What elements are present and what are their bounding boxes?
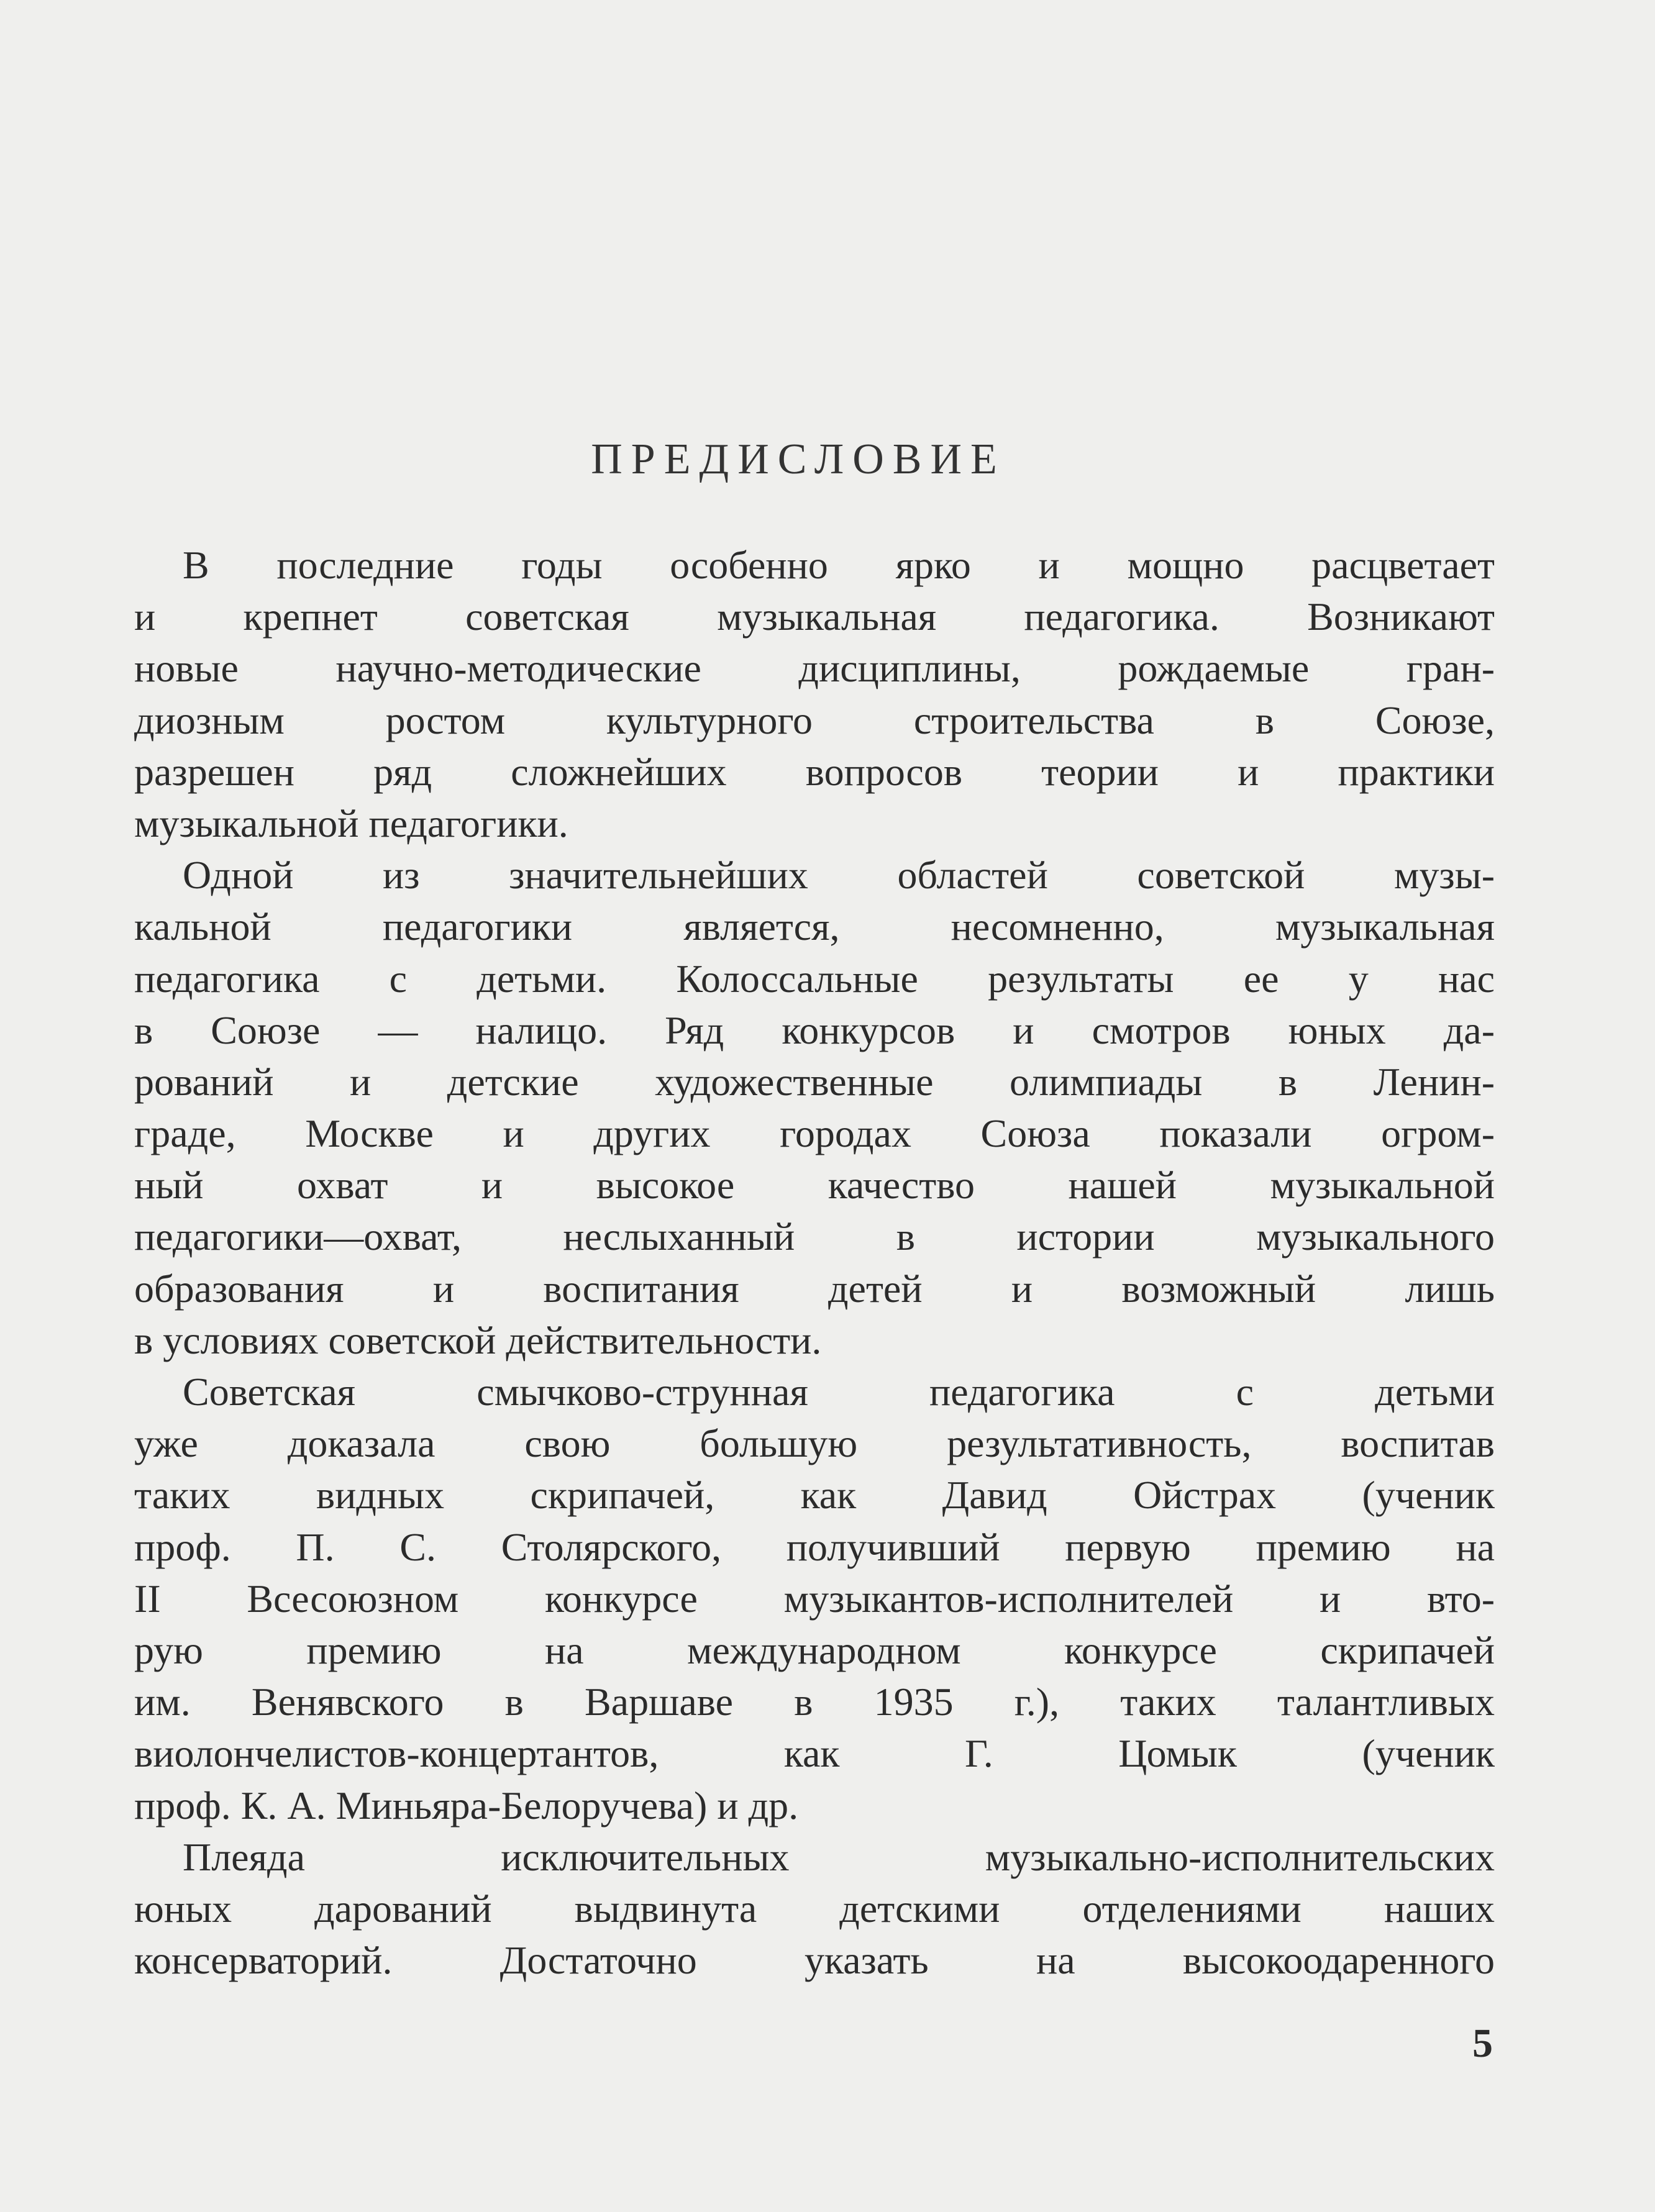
text-line: В последние годы особенно ярко и мощно расцветает (183, 543, 1495, 587)
text-line: педагогика с детьми. Колоссальные результаты ее у нас (134, 956, 1495, 1001)
page-title: ПРЕДИСЛОВИЕ (591, 435, 1006, 483)
paragraph (134, 539, 1495, 849)
body-text (134, 539, 1495, 1986)
text-line: граде, Москве и других городах Союза показали огром- (134, 1111, 1495, 1156)
text-line: виолончелистов-концертантов, как Г. Цомык (ученик (134, 1731, 1495, 1776)
text-line: юных дарований выдвинута детскими отделениями наших (134, 1886, 1495, 1931)
text-line: разрешен ряд сложнейших вопросов теории и практики (134, 749, 1495, 794)
text-line: музыкальной педагогики. (134, 801, 568, 845)
text-line: образования и воспитания детей и возможный лишь (134, 1266, 1495, 1311)
paragraph (134, 1366, 1495, 1831)
text-line: уже доказала свою большую результативность, воспитав (134, 1421, 1495, 1466)
text-line: кальной педагогики является, несомненно, музыкальная (134, 904, 1495, 949)
text-line: рований и детские художественные олимпиады в Ленин- (134, 1059, 1495, 1104)
text-line: Одной из значительнейших областей советской музы- (183, 853, 1495, 898)
text-line: консерваторий. Достаточно указать на высокоодаренного (134, 1938, 1495, 1983)
text-line: новые научно-методические дисциплины, рождаемые гран- (134, 646, 1495, 691)
text-line: таких видных скрипачей, как Давид Ойстрах (ученик (134, 1473, 1495, 1518)
paragraph (134, 1831, 1495, 1987)
text-line: II Всесоюзном конкурсе музыкантов-исполнителей и вто- (134, 1576, 1495, 1621)
text-line: и крепнет советская музыкальная педагогика. Возникают (134, 594, 1495, 639)
text-line: рую премию на международном конкурсе скрипачей (134, 1627, 1495, 1672)
text-line: Плеяда исключительных музыкально-исполнительских (183, 1834, 1495, 1879)
text-line: в условиях советской действительности. (134, 1318, 822, 1362)
text-line: проф. К. А. Миньяра-Белоручева) и др. (134, 1783, 799, 1827)
page-number: 5 (1472, 2021, 1493, 2066)
text-line: проф. П. С. Столярского, получивший первую премию на (134, 1524, 1495, 1569)
text-line: в Союзе — налицо. Ряд конкурсов и смотров юных да- (134, 1008, 1495, 1052)
text-line: им. Венявского в Варшаве в 1935 г.), таких талантливых (134, 1680, 1495, 1724)
text-line: диозным ростом культурного строительства в Союзе, (134, 698, 1495, 742)
text-line: педагогики—охват, неслыханный в истории музыкального (134, 1214, 1495, 1259)
text-line: Советская смычково-струнная педагогика с детьми (183, 1370, 1495, 1414)
paragraph (134, 849, 1495, 1366)
text-line: ный охват и высокое качество нашей музыкальной (134, 1163, 1495, 1208)
